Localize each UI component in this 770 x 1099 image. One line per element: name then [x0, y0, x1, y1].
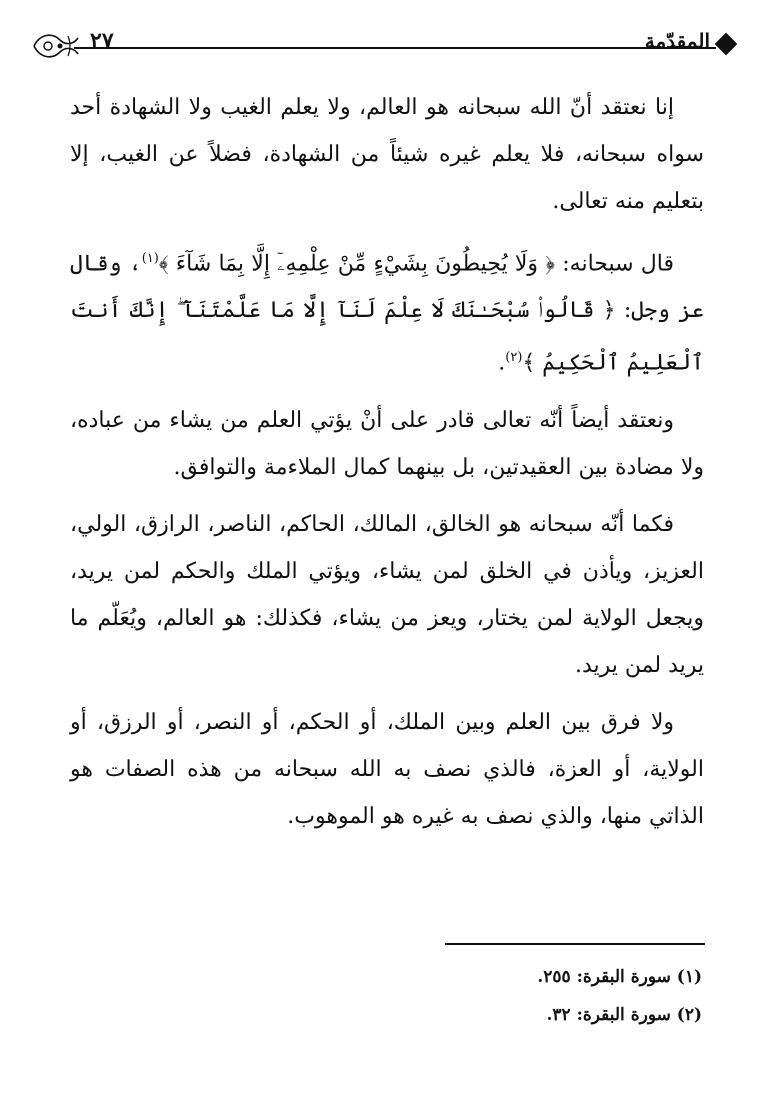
footnote-ref-1: (١) — [141, 251, 159, 266]
quran-verse-2: ﴿ قَالُوا۟ سُبْحَـٰنَكَ لَا عِلْمَ لَنَآ إِلَّا مَا عَلَّمْتَنَآ ۖ إِنَّكَ أَنتَ ٱلْعَلِيمُ ٱلْحَكِيمُ ﴾ — [70, 298, 704, 376]
diamond-icon — [715, 33, 738, 56]
running-title: المقدّمة — [644, 29, 710, 53]
paragraph-2 — [70, 235, 704, 387]
page-header — [30, 22, 742, 72]
footnotes — [537, 958, 702, 1034]
page-number: ٢٧ — [90, 28, 114, 54]
footnote-2: (٢) سورة البقرة: ٣٢. — [546, 1005, 702, 1025]
paragraph-2-mid: ، وقال عز وجل: — [70, 251, 704, 324]
footnote-1: (١) سورة البقرة: ٢٥٥. — [537, 967, 702, 987]
paragraph-2-end: . — [498, 350, 506, 376]
paragraph-4: فكما أنّه سبحانه هو الخالق، المالك، الحاكم، الناصر، الرازق، الولي، العزيز، ويأذن في الخلق لمن يشاء، ويؤتي الملك والحكم لمن يريد، ويجعل الولاية لمن يختار، ويعز من يشاء، فكذلك: هو العالم، ويُعَلّم ما يريد لمن يريد. — [70, 511, 704, 678]
header-rule — [74, 47, 716, 49]
quran-verse-1: ﴿ وَلَا يُحِيطُونَ بِشَيْءٍ مِّنْ عِلْمِهِۦٓ إِلَّا بِمَا شَآءَ ﴾ — [158, 251, 556, 277]
main-text — [70, 84, 704, 850]
paragraph-2-intro: قال سبحانه: — [555, 251, 674, 277]
footnote-rule — [445, 943, 705, 945]
paragraph-1: إنا نعتقد أنّ الله سبحانه هو العالم، ولا يعلم الغيب ولا الشهادة أحد سواه سبحانه، فلا يعلم غيره شيئاً من الشهادة، فضلاً عن الغيب، إلا بتعليم منه تعالى. — [70, 95, 704, 214]
footnote-ref-2: (٢) — [505, 350, 523, 366]
paragraph-5: ولا فرق بين العلم وبين الملك، أو الحكم، أو النصر، أو الرزق، أو الولاية، أو العزة، فالذي نصف به الله سبحانه من هذه الصفات هو الذاتي منها، والذي نصف به غيره هو الموهوب. — [70, 709, 704, 829]
paragraph-3: ونعتقد أيضاً أنّه تعالى قادر على أنْ يؤتي العلم من يشاء من عباده، ولا مضادة بين العقيدتين، بل بينهما كمال الملاءمة والتوافق. — [70, 407, 704, 480]
floral-ornament-icon — [30, 26, 82, 66]
